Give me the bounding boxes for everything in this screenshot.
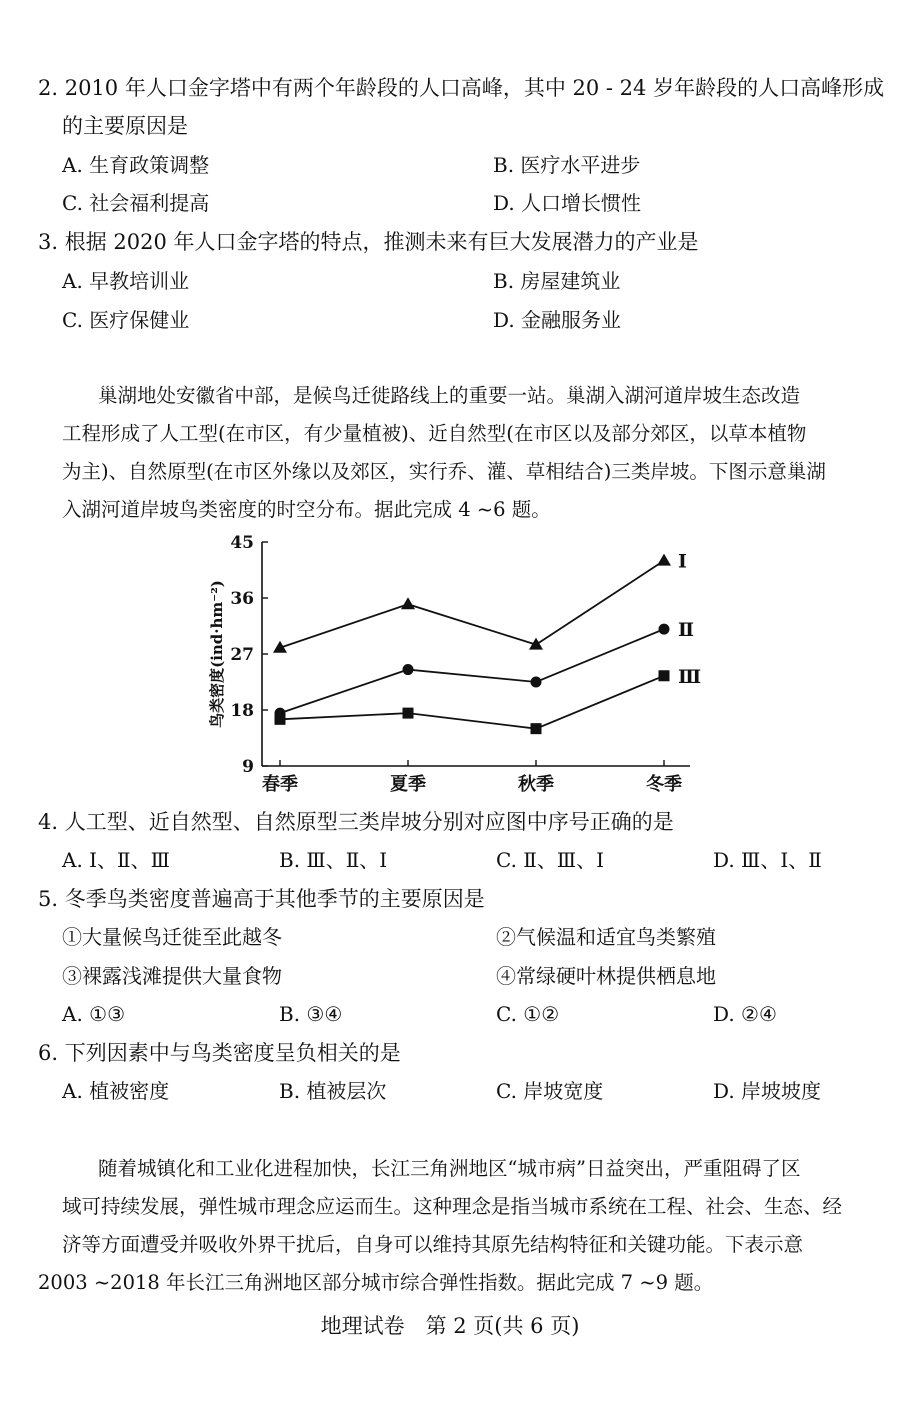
x-tick-label: 秋季 xyxy=(518,774,554,795)
y-tick-label: 9 xyxy=(242,757,254,777)
y-axis-label: 鸟类密度(ind·hm⁻²) xyxy=(208,580,226,728)
series-line-square xyxy=(280,676,664,729)
x-tick-label: 春季 xyxy=(262,774,298,795)
series-label: Ⅰ xyxy=(678,550,687,573)
q2-stem-line1: 2. 2010 年人口金字塔中有两个年龄段的人口高峰，其中 20 - 24 岁年龄段的人口高峰形成 xyxy=(38,76,885,100)
q4-option-d: D. Ⅲ、Ⅰ、Ⅱ xyxy=(713,848,822,872)
q5-item-1: ①大量候鸟迁徙至此越冬 xyxy=(62,925,282,949)
passage1-line1: 巢湖地处安徽省中部，是候鸟迁徙路线上的重要一站。巢湖入湖河道岸坡生态改造 xyxy=(98,384,801,407)
circle-point xyxy=(403,664,414,675)
q3-option-d: D. 金融服务业 xyxy=(493,308,622,332)
q6-option-c: C. 岸坡宽度 xyxy=(496,1079,604,1103)
q4-stem: 4. 人工型、近自然型、自然原型三类岸坡分别对应图中序号正确的是 xyxy=(38,810,674,834)
q4-option-a: A. Ⅰ、Ⅱ、Ⅲ xyxy=(62,848,170,872)
y-tick-label: 36 xyxy=(230,589,254,609)
series-label: Ⅲ xyxy=(678,665,702,688)
passage1-line4: 入湖河道岸坡鸟类密度的时空分布。据此完成 4 ~6 题。 xyxy=(62,498,551,521)
q5-item-3: ③裸露浅滩提供大量食物 xyxy=(62,964,282,988)
x-tick-label: 夏季 xyxy=(390,774,426,795)
passage2-line4: 2003 ~2018 年长江三角洲地区部分城市综合弹性指数。据此完成 7 ~9 题。 xyxy=(38,1271,714,1294)
q6-option-a: A. 植被密度 xyxy=(62,1079,170,1103)
bird-density-chart xyxy=(0,532,900,802)
q6-option-d: D. 岸坡坡度 xyxy=(713,1079,822,1103)
triangle-point xyxy=(657,554,671,566)
q4-option-b: B. Ⅲ、Ⅱ、Ⅰ xyxy=(279,848,388,872)
square-point xyxy=(659,670,670,681)
q5-option-c: C. ①② xyxy=(496,1002,560,1026)
passage1-line3: 为主)、自然原型(在市区外缘以及郊区，实行乔、灌、草相结合)三类岸坡。下图示意巢湖 xyxy=(62,460,826,483)
y-tick-label: 27 xyxy=(230,645,254,665)
square-point xyxy=(275,714,286,725)
q3-option-a: A. 早教培训业 xyxy=(62,269,190,293)
q2-stem-line2: 的主要原因是 xyxy=(62,114,188,138)
page-footer: 地理试卷 第 2 页(共 6 页) xyxy=(320,1314,580,1338)
q5-item-4: ④常绿硬叶林提供栖息地 xyxy=(496,964,716,988)
q5-option-b: B. ③④ xyxy=(279,1002,343,1026)
passage2-line2: 域可持续发展，弹性城市理念应运而生。这种理念是指当城市系统在工程、社会、生态、经 xyxy=(62,1195,843,1218)
square-point xyxy=(403,708,414,719)
q3-option-c: C. 医疗保健业 xyxy=(62,308,190,332)
q2-option-b: B. 医疗水平进步 xyxy=(493,153,641,177)
circle-point xyxy=(531,677,542,688)
series-line-triangle xyxy=(280,561,664,648)
q5-option-d: D. ②④ xyxy=(713,1002,777,1026)
passage2-line3: 济等方面遭受并吸收外界干扰后，自身可以维持其原先结构特征和关键功能。下表示意 xyxy=(62,1233,804,1256)
y-tick-label: 45 xyxy=(230,533,254,553)
q4-option-c: C. Ⅱ、Ⅲ、Ⅰ xyxy=(496,848,605,872)
q5-item-2: ②气候温和适宜鸟类繁殖 xyxy=(496,925,716,949)
triangle-point xyxy=(401,597,415,609)
x-tick-label: 冬季 xyxy=(646,774,682,795)
q2-option-c: C. 社会福利提高 xyxy=(62,191,210,215)
q6-option-b: B. 植被层次 xyxy=(279,1079,387,1103)
q5-option-a: A. ①③ xyxy=(62,1002,126,1026)
q2-option-d: D. 人口增长惯性 xyxy=(493,191,642,215)
q6-stem: 6. 下列因素中与鸟类密度呈负相关的是 xyxy=(38,1041,401,1065)
square-point xyxy=(531,723,542,734)
series-label: Ⅱ xyxy=(678,619,695,642)
circle-point xyxy=(659,624,670,635)
passage2-line1: 随着城镇化和工业化进程加快，长江三角洲地区“城市病”日益突出，严重阻碍了区 xyxy=(98,1157,801,1180)
y-tick-label: 18 xyxy=(230,701,254,721)
q5-stem: 5. 冬季鸟类密度普遍高于其他季节的主要原因是 xyxy=(38,887,485,911)
q2-option-a: A. 生育政策调整 xyxy=(62,153,210,177)
q3-stem: 3. 根据 2020 年人口金字塔的特点，推测未来有巨大发展潜力的产业是 xyxy=(38,230,699,254)
q3-option-b: B. 房屋建筑业 xyxy=(493,269,621,293)
passage1-line2: 工程形成了人工型(在市区，有少量植被)、近自然型(在市区以及部分郊区，以草本植物 xyxy=(62,422,807,445)
